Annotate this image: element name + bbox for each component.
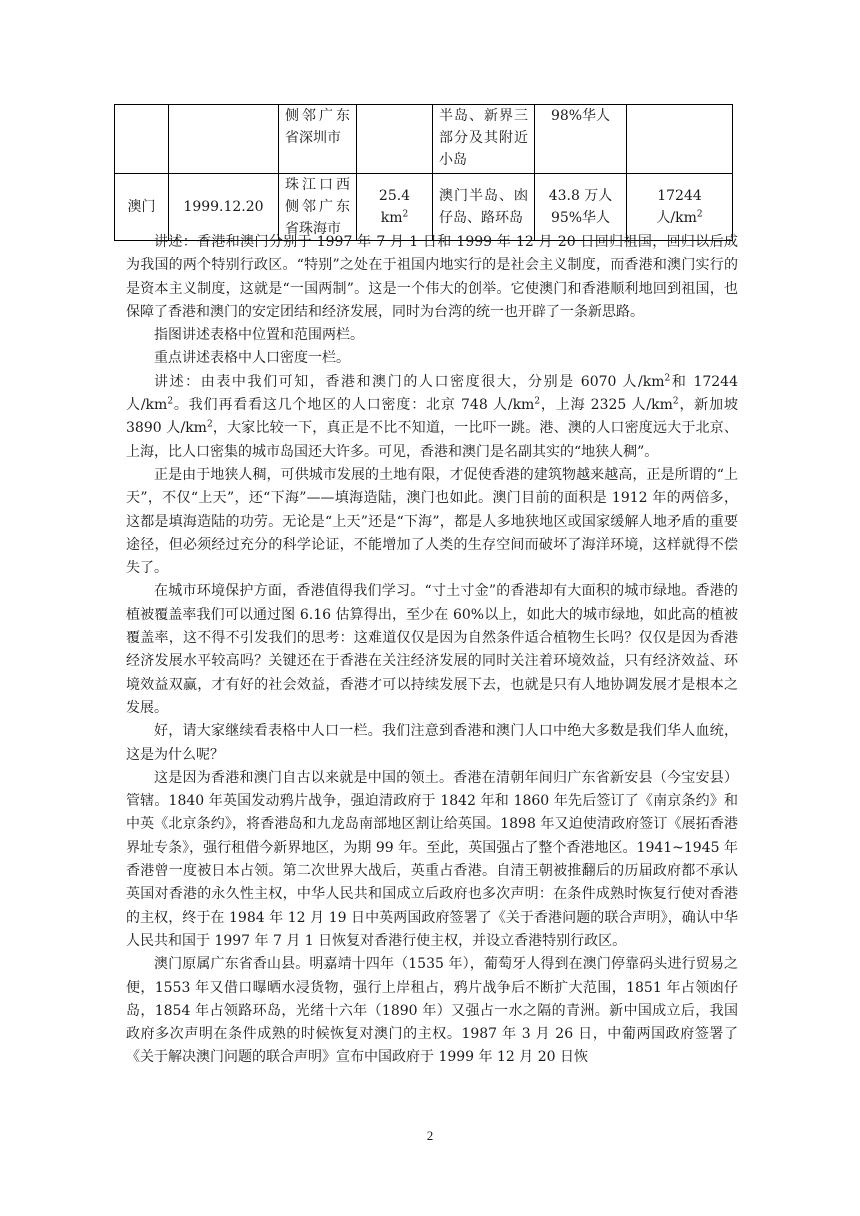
paragraph: 在城市环境保护方面，香港值得我们学习。“寸土寸金”的香港却有大面积的城市绿地。香港的植被覆盖率我们可以通过图 6.16 估算得出，至少在 60%以上，如此大的城市绿地，如此高的植被覆盖率，这不得不引发我们的思考：这难道仅仅是因为自然条件适合植物生长吗？仅仅是因为香港经济发展水平较高吗？关键还在于香港在关注经济发展的同时关注着环境效益，只有经济效益、环境效益双赢，才有好的社会效益，香港才可以持续发展下去，也就是只有人地协调发展才是根本之发展。 <box>126 583 738 716</box>
cell-line: 省深圳市 <box>285 130 341 146</box>
lesson-body <box>126 231 738 1070</box>
paragraph-density: 讲述：由表中我们可知，香港和澳门的人口密度很大，分别是 6070 人$/km^2$和 17244 人$/km^2$。我们再看看这几个地区的人口密度：北京 748 人$/km^2$，上海 2325 人$/km^2$，新加坡 3890 人$/km^2$，大家比较一下，真正是不比不知道，一比吓一跳。港、澳的人口密度远大于北京、上海，比人口密集的城市岛国还大许多。可见，香港和澳门是名副其实的“地狭人稠”。 <box>126 373 738 460</box>
paragraph: 讲述：香港和澳门分别于 1997 年 7 月 1 日和 1999 年 12 月 20 日回归祖国，回归以后成为我国的两个特别行政区。“特别”之处在于祖国内地实行的是社会主义制度，而香港和澳门实行的是资本主义制度，这就是“一国两制”。这是一个伟大的创举。它使澳门和香港顺利地回到祖国，也保障了香港和澳门的安定团结和经济发展，同时为台湾的统一也开辟了一条新思路。 <box>126 234 738 320</box>
page-number: 2 <box>426 1128 434 1143</box>
paragraph: 好，请大家继续看表格中人口一栏。我们注意到香港和澳门人口中绝大多数是我们华人血统，这是为什么呢？ <box>126 723 738 763</box>
cell-line: 澳门半岛、凼 <box>439 188 528 204</box>
table-cell-name: 澳门 <box>115 174 169 241</box>
region-table <box>114 104 733 241</box>
table-cell-population: 98%华人 <box>535 105 627 174</box>
cell-line: 部分及其附近 <box>439 130 528 146</box>
cell-line: 侧邻广东 <box>285 199 350 215</box>
table-cell-scope <box>433 105 535 174</box>
table-cell <box>357 105 433 174</box>
cell-line: 仔岛、路环岛 <box>439 210 523 226</box>
table-cell <box>115 105 169 174</box>
paragraph: 重点讲述表格中人口密度一栏。 <box>154 350 350 367</box>
paragraph: 澳门原属广东省香山县。明嘉靖十四年（1535 年），葡萄牙人得到在澳门停靠码头进行贸易之便，1553 年又借口曝晒水浸货物，强行上岸租占，鸦片战争后不断扩大范围，1851 年占领凼仔岛，1854 年占领路环岛，光绪十六年（1890 年）又强占一水之隔的青洲。新中国成立后，我国政府多次声明在条件成熟的时候恢复对澳门的主权。1987 年 3 月 26 日，中葡两国政府签署了《关于解决澳门问题的联合声明》宣布中国政府于 1999 年 12 月 20 日恢 <box>126 956 738 1066</box>
cell-line: 43.8 万人 <box>548 188 613 204</box>
cell-line: 省珠海市 <box>285 221 341 237</box>
cell-line: 小岛 <box>439 152 467 168</box>
table-cell-area: 25.4 $km^2$ <box>357 174 433 241</box>
paragraph: 指图讲述表格中位置和范围两栏。 <box>154 327 364 344</box>
paragraph: 这是因为香港和澳门自古以来就是中国的领土。香港在清朝年间归广东省新安县（今宝安县）管辖。1840 年英国发动鸦片战争，强迫清政府于 1842 年和 1860 年先后签订了《南京条约》和中英《北京条约》，将香港岛和九龙岛南部地区割让给英国。1898 年又迫使清政府签订《展拓香港界址专条》，强行租借今新界地区，为期 99 年。至此，英国强占了整个香港地区。1941~1945 年香港曾一度被日本占领。第二次世界大战后，英重占香港。自清王朝被推翻后的历届政府都不承认英国对香港的永久性主权，中华人民共和国成立后政府也多次声明：在条件成熟时恢复行使对香港的主权，终于在 1984 年 12 月 19 日中英两国政府签署了《关于香港问题的联合声明》，确认中华人民共和国于 1997 年 7 月 1 日恢复对香港行使主权，并设立香港特别行政区。 <box>126 769 738 949</box>
cell-line: 珠江口西 <box>285 177 350 193</box>
cell-line: 半岛、新界三 <box>439 108 528 124</box>
table-cell <box>627 105 733 174</box>
table-cell-density: 17244 人$/km^2$ <box>627 174 733 241</box>
table-cell-position <box>279 105 357 174</box>
table-cell-date: 1999.12.20 <box>169 174 279 241</box>
table-cell <box>169 105 279 174</box>
paragraph: 正是由于地狭人稠，可供城市发展的土地有限，才促使香港的建筑物越来越高，正是所谓的“上天”，不仅“上天”，还“下海”——填海造陆，澳门也如此。澳门目前的面积是 1912 年的两倍多，这都是填海造陆的功劳。无论是“上天”还是“下海”，都是人多地狭地区或国家缓解人地矛盾的重要途径，但必须经过充分的科学论证，不能增加了人类的生存空间而破坏了海洋环境，这样就得不偿失了。 <box>126 466 738 577</box>
cell-line: 95%华人 <box>550 210 611 226</box>
table-row <box>115 105 733 174</box>
cell-line: 侧邻广东 <box>285 108 350 124</box>
